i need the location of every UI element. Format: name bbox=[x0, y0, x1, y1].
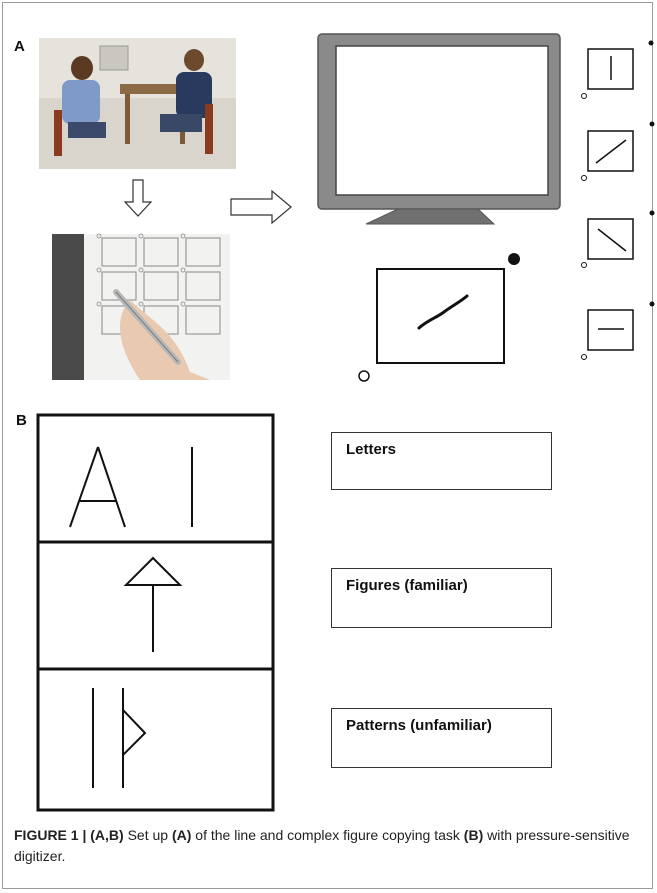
figure-stimulus bbox=[126, 558, 180, 652]
caption-text-1: Set up bbox=[123, 827, 172, 843]
figure-caption bbox=[14, 825, 639, 867]
line-stimuli bbox=[582, 41, 655, 360]
row-label-figures: Figures (familiar) bbox=[331, 568, 552, 628]
caption-text-2: of the line and complex figure copying task bbox=[191, 827, 464, 843]
digitizer-sample bbox=[359, 253, 520, 381]
pen-start-dot-icon bbox=[359, 371, 369, 381]
caption-text-3: with pressure-sensitive digitizer. bbox=[14, 827, 630, 864]
panel-b-graphic bbox=[0, 405, 657, 815]
caption-figure-label: FIGURE 1 | bbox=[14, 827, 91, 843]
stimulus-table bbox=[38, 415, 273, 810]
monitor bbox=[318, 34, 560, 224]
row-label-letters: Letters bbox=[331, 432, 552, 490]
down-arrow-icon bbox=[125, 180, 151, 216]
photo-participants bbox=[39, 38, 236, 169]
caption-ref-b: (B) bbox=[463, 827, 484, 843]
pattern-stimulus bbox=[93, 688, 145, 788]
row-label-patterns: Patterns (unfamiliar) bbox=[331, 708, 552, 768]
letters-stimulus bbox=[70, 447, 192, 527]
caption-panels-ref: (A,B) bbox=[90, 827, 124, 843]
caption-ref-a: (A) bbox=[171, 827, 192, 843]
photo-writing-grid bbox=[52, 234, 230, 380]
right-arrow-icon bbox=[231, 191, 291, 223]
panel-a-label: A bbox=[14, 38, 25, 55]
pen-end-dot-icon bbox=[508, 253, 520, 265]
panel-a-graphic bbox=[0, 0, 657, 400]
panel-b-label: B bbox=[16, 412, 27, 429]
